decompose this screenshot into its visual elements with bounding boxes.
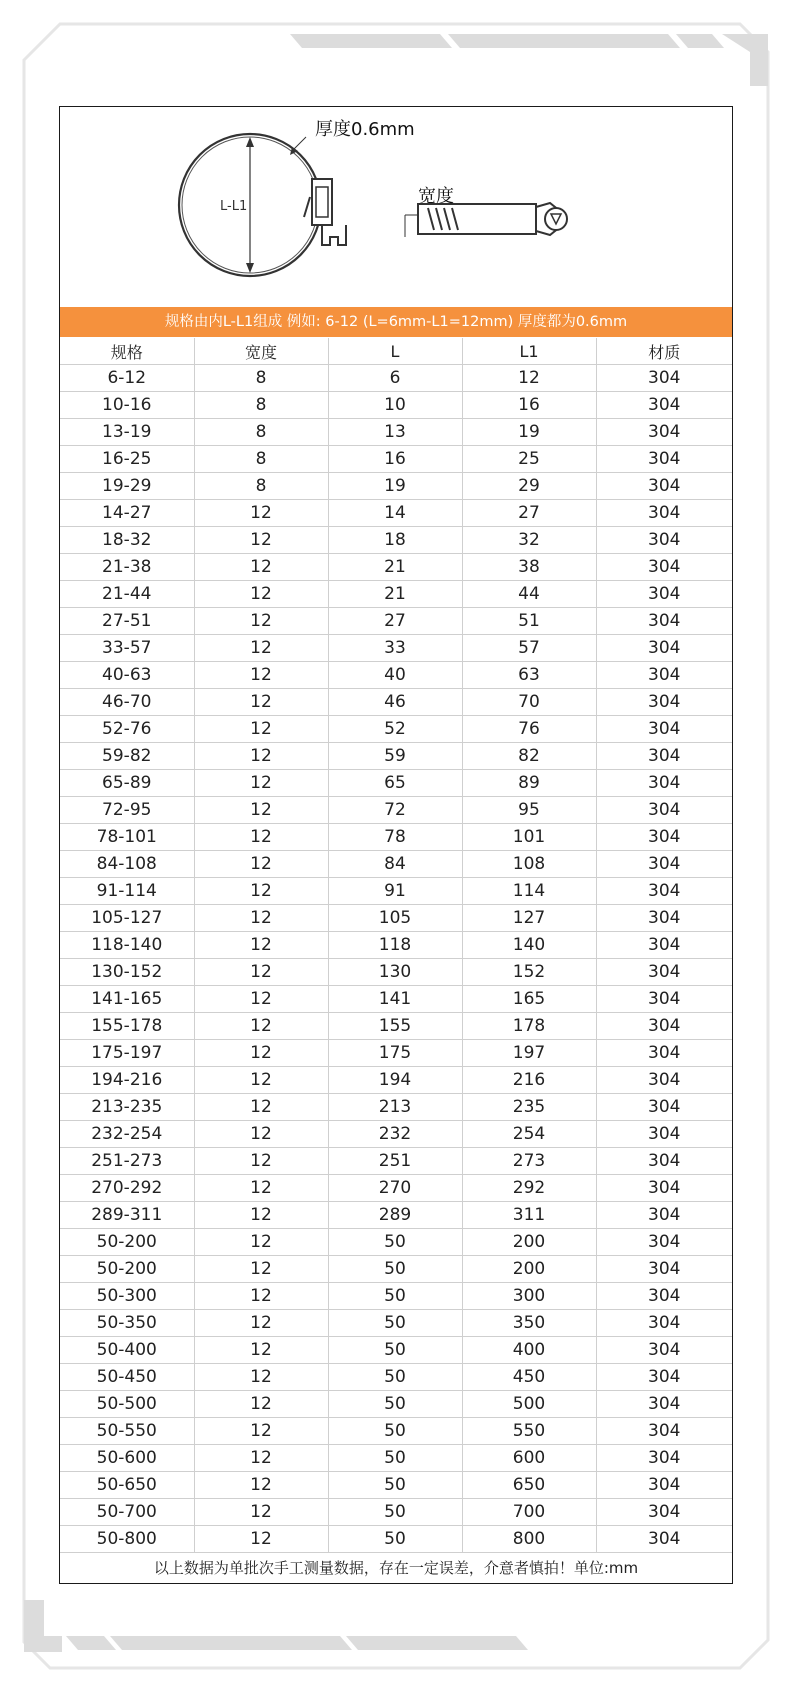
cell-spec: 289-311 bbox=[60, 1202, 194, 1229]
cell-width: 8 bbox=[194, 446, 328, 473]
cell-material: 304 bbox=[596, 1067, 732, 1094]
cell-spec: 50-700 bbox=[60, 1499, 194, 1526]
cell-l1: 600 bbox=[462, 1445, 596, 1472]
width-label: 宽度 bbox=[418, 186, 454, 207]
cell-width: 12 bbox=[194, 932, 328, 959]
cell-l: 50 bbox=[328, 1499, 462, 1526]
cell-spec: 84-108 bbox=[60, 851, 194, 878]
cell-material: 304 bbox=[596, 1013, 732, 1040]
cell-l1: 235 bbox=[462, 1094, 596, 1121]
cell-l1: 114 bbox=[462, 878, 596, 905]
table-row bbox=[60, 1067, 732, 1094]
cell-material: 304 bbox=[596, 392, 732, 419]
cell-material: 304 bbox=[596, 851, 732, 878]
table-row bbox=[60, 1121, 732, 1148]
cell-width: 12 bbox=[194, 1472, 328, 1499]
cell-l: 78 bbox=[328, 824, 462, 851]
table-row bbox=[60, 1283, 732, 1310]
cell-l1: 550 bbox=[462, 1418, 596, 1445]
cell-l: 50 bbox=[328, 1445, 462, 1472]
cell-material: 304 bbox=[596, 365, 732, 392]
cell-material: 304 bbox=[596, 986, 732, 1013]
cell-material: 304 bbox=[596, 959, 732, 986]
cell-spec: 46-70 bbox=[60, 689, 194, 716]
cell-width: 12 bbox=[194, 878, 328, 905]
table-row bbox=[60, 473, 732, 500]
cell-width: 12 bbox=[194, 1526, 328, 1553]
table-row bbox=[60, 635, 732, 662]
cell-spec: 175-197 bbox=[60, 1040, 194, 1067]
table-row bbox=[60, 1337, 732, 1364]
spec-table bbox=[60, 338, 732, 1553]
cell-spec: 50-550 bbox=[60, 1418, 194, 1445]
table-row bbox=[60, 1202, 732, 1229]
cell-l: 40 bbox=[328, 662, 462, 689]
cell-l: 194 bbox=[328, 1067, 462, 1094]
cell-l1: 89 bbox=[462, 770, 596, 797]
cell-l: 13 bbox=[328, 419, 462, 446]
cell-material: 304 bbox=[596, 1310, 732, 1337]
ring-label: L-L1 bbox=[220, 199, 248, 214]
cell-spec: 33-57 bbox=[60, 635, 194, 662]
cell-l: 130 bbox=[328, 959, 462, 986]
cell-width: 12 bbox=[194, 1148, 328, 1175]
cell-material: 304 bbox=[596, 419, 732, 446]
cell-width: 12 bbox=[194, 635, 328, 662]
cell-spec: 52-76 bbox=[60, 716, 194, 743]
header-l: L bbox=[328, 338, 462, 365]
cell-width: 8 bbox=[194, 365, 328, 392]
table-row bbox=[60, 1310, 732, 1337]
cell-material: 304 bbox=[596, 878, 732, 905]
cell-width: 12 bbox=[194, 500, 328, 527]
cell-l: 50 bbox=[328, 1391, 462, 1418]
cell-l1: 127 bbox=[462, 905, 596, 932]
cell-material: 304 bbox=[596, 581, 732, 608]
cell-spec: 10-16 bbox=[60, 392, 194, 419]
cell-l: 251 bbox=[328, 1148, 462, 1175]
cell-material: 304 bbox=[596, 1202, 732, 1229]
cell-width: 12 bbox=[194, 1283, 328, 1310]
cell-spec: 18-32 bbox=[60, 527, 194, 554]
cell-spec: 141-165 bbox=[60, 986, 194, 1013]
cell-width: 12 bbox=[194, 1418, 328, 1445]
clamp-ring-drawing bbox=[179, 134, 346, 276]
table-row bbox=[60, 689, 732, 716]
cell-l: 155 bbox=[328, 1013, 462, 1040]
cell-width: 12 bbox=[194, 1202, 328, 1229]
clamp-side-view-drawing bbox=[405, 203, 567, 237]
cell-l: 141 bbox=[328, 986, 462, 1013]
cell-l1: 16 bbox=[462, 392, 596, 419]
cell-l: 84 bbox=[328, 851, 462, 878]
cell-l: 213 bbox=[328, 1094, 462, 1121]
table-row bbox=[60, 716, 732, 743]
cell-l1: 38 bbox=[462, 554, 596, 581]
cell-width: 12 bbox=[194, 581, 328, 608]
cell-l: 18 bbox=[328, 527, 462, 554]
cell-material: 304 bbox=[596, 1256, 732, 1283]
cell-l: 16 bbox=[328, 446, 462, 473]
cell-l1: 63 bbox=[462, 662, 596, 689]
cell-material: 304 bbox=[596, 1364, 732, 1391]
cell-material: 304 bbox=[596, 1418, 732, 1445]
cell-spec: 59-82 bbox=[60, 743, 194, 770]
cell-width: 12 bbox=[194, 1391, 328, 1418]
table-row bbox=[60, 365, 732, 392]
table-row bbox=[60, 1418, 732, 1445]
cell-l: 232 bbox=[328, 1121, 462, 1148]
cell-width: 12 bbox=[194, 1256, 328, 1283]
cell-width: 12 bbox=[194, 1175, 328, 1202]
cell-material: 304 bbox=[596, 500, 732, 527]
cell-l1: 51 bbox=[462, 608, 596, 635]
cell-width: 12 bbox=[194, 554, 328, 581]
cell-l1: 800 bbox=[462, 1526, 596, 1553]
cell-l1: 101 bbox=[462, 824, 596, 851]
table-row bbox=[60, 554, 732, 581]
table-row bbox=[60, 851, 732, 878]
cell-width: 12 bbox=[194, 1445, 328, 1472]
cell-spec: 50-350 bbox=[60, 1310, 194, 1337]
cell-spec: 194-216 bbox=[60, 1067, 194, 1094]
cell-width: 12 bbox=[194, 770, 328, 797]
cell-spec: 50-600 bbox=[60, 1445, 194, 1472]
cell-l1: 165 bbox=[462, 986, 596, 1013]
table-row bbox=[60, 878, 732, 905]
cell-spec: 270-292 bbox=[60, 1175, 194, 1202]
cell-l: 19 bbox=[328, 473, 462, 500]
cell-spec: 105-127 bbox=[60, 905, 194, 932]
cell-l1: 82 bbox=[462, 743, 596, 770]
table-row bbox=[60, 500, 732, 527]
cell-l: 289 bbox=[328, 1202, 462, 1229]
cell-l: 65 bbox=[328, 770, 462, 797]
table-row bbox=[60, 905, 732, 932]
table-row bbox=[60, 1094, 732, 1121]
cell-width: 12 bbox=[194, 1229, 328, 1256]
cell-material: 304 bbox=[596, 473, 732, 500]
table-row bbox=[60, 581, 732, 608]
table-row bbox=[60, 392, 732, 419]
cell-width: 12 bbox=[194, 1040, 328, 1067]
cell-spec: 21-38 bbox=[60, 554, 194, 581]
table-row bbox=[60, 1148, 732, 1175]
cell-l: 50 bbox=[328, 1283, 462, 1310]
cell-width: 8 bbox=[194, 419, 328, 446]
cell-material: 304 bbox=[596, 1121, 732, 1148]
cell-l1: 216 bbox=[462, 1067, 596, 1094]
table-row bbox=[60, 608, 732, 635]
cell-l1: 76 bbox=[462, 716, 596, 743]
cell-material: 304 bbox=[596, 1391, 732, 1418]
cell-l: 105 bbox=[328, 905, 462, 932]
header-l1: L1 bbox=[462, 338, 596, 365]
table-row bbox=[60, 932, 732, 959]
cell-l1: 500 bbox=[462, 1391, 596, 1418]
cell-width: 12 bbox=[194, 743, 328, 770]
header-material: 材质 bbox=[596, 338, 732, 365]
cell-spec: 27-51 bbox=[60, 608, 194, 635]
spec-table-body bbox=[60, 365, 732, 1553]
cell-material: 304 bbox=[596, 662, 732, 689]
table-row bbox=[60, 1499, 732, 1526]
cell-l: 52 bbox=[328, 716, 462, 743]
cell-l: 59 bbox=[328, 743, 462, 770]
cell-l1: 350 bbox=[462, 1310, 596, 1337]
cell-spec: 130-152 bbox=[60, 959, 194, 986]
table-header-row bbox=[60, 338, 732, 365]
cell-l1: 70 bbox=[462, 689, 596, 716]
cell-material: 304 bbox=[596, 716, 732, 743]
cell-spec: 50-450 bbox=[60, 1364, 194, 1391]
cell-l1: 12 bbox=[462, 365, 596, 392]
cell-l: 33 bbox=[328, 635, 462, 662]
cell-l: 50 bbox=[328, 1526, 462, 1553]
cell-material: 304 bbox=[596, 1337, 732, 1364]
cell-spec: 251-273 bbox=[60, 1148, 194, 1175]
cell-l: 14 bbox=[328, 500, 462, 527]
header-width: 宽度 bbox=[194, 338, 328, 365]
table-row bbox=[60, 527, 732, 554]
cell-material: 304 bbox=[596, 1499, 732, 1526]
cell-width: 8 bbox=[194, 392, 328, 419]
table-row bbox=[60, 1472, 732, 1499]
cell-l1: 27 bbox=[462, 500, 596, 527]
cell-l: 21 bbox=[328, 581, 462, 608]
cell-material: 304 bbox=[596, 905, 732, 932]
cell-spec: 14-27 bbox=[60, 500, 194, 527]
cell-material: 304 bbox=[596, 770, 732, 797]
cell-l1: 19 bbox=[462, 419, 596, 446]
cell-l1: 29 bbox=[462, 473, 596, 500]
cell-l1: 32 bbox=[462, 527, 596, 554]
cell-l1: 200 bbox=[462, 1256, 596, 1283]
cell-l1: 108 bbox=[462, 851, 596, 878]
cell-l: 118 bbox=[328, 932, 462, 959]
cell-width: 12 bbox=[194, 662, 328, 689]
cell-spec: 19-29 bbox=[60, 473, 194, 500]
cell-width: 12 bbox=[194, 1013, 328, 1040]
cell-l1: 197 bbox=[462, 1040, 596, 1067]
cell-material: 304 bbox=[596, 1229, 732, 1256]
cell-spec: 50-300 bbox=[60, 1283, 194, 1310]
cell-spec: 16-25 bbox=[60, 446, 194, 473]
cell-l: 50 bbox=[328, 1337, 462, 1364]
cell-spec: 50-200 bbox=[60, 1256, 194, 1283]
cell-width: 12 bbox=[194, 1310, 328, 1337]
cell-material: 304 bbox=[596, 824, 732, 851]
cell-spec: 72-95 bbox=[60, 797, 194, 824]
cell-l1: 311 bbox=[462, 1202, 596, 1229]
cell-width: 12 bbox=[194, 527, 328, 554]
cell-material: 304 bbox=[596, 932, 732, 959]
cell-l1: 650 bbox=[462, 1472, 596, 1499]
cell-l: 91 bbox=[328, 878, 462, 905]
cell-material: 304 bbox=[596, 635, 732, 662]
cell-l: 27 bbox=[328, 608, 462, 635]
cell-spec: 65-89 bbox=[60, 770, 194, 797]
cell-l: 175 bbox=[328, 1040, 462, 1067]
table-row bbox=[60, 419, 732, 446]
cell-l: 50 bbox=[328, 1418, 462, 1445]
table-row bbox=[60, 446, 732, 473]
cell-width: 12 bbox=[194, 905, 328, 932]
cell-spec: 155-178 bbox=[60, 1013, 194, 1040]
cell-spec: 50-400 bbox=[60, 1337, 194, 1364]
cell-width: 12 bbox=[194, 1499, 328, 1526]
table-row bbox=[60, 1526, 732, 1553]
cell-spec: 21-44 bbox=[60, 581, 194, 608]
cell-spec: 40-63 bbox=[60, 662, 194, 689]
spec-card bbox=[59, 106, 733, 1584]
cell-l1: 25 bbox=[462, 446, 596, 473]
cell-l1: 254 bbox=[462, 1121, 596, 1148]
cell-spec: 91-114 bbox=[60, 878, 194, 905]
cell-l: 6 bbox=[328, 365, 462, 392]
table-row bbox=[60, 824, 732, 851]
cell-material: 304 bbox=[596, 1445, 732, 1472]
cell-spec: 232-254 bbox=[60, 1121, 194, 1148]
cell-material: 304 bbox=[596, 1175, 732, 1202]
cell-width: 12 bbox=[194, 1364, 328, 1391]
cell-l1: 44 bbox=[462, 581, 596, 608]
table-row bbox=[60, 1391, 732, 1418]
cell-spec: 50-800 bbox=[60, 1526, 194, 1553]
cell-l: 50 bbox=[328, 1472, 462, 1499]
cell-spec: 118-140 bbox=[60, 932, 194, 959]
cell-l: 10 bbox=[328, 392, 462, 419]
cell-spec: 13-19 bbox=[60, 419, 194, 446]
cell-material: 304 bbox=[596, 1283, 732, 1310]
cell-width: 12 bbox=[194, 1094, 328, 1121]
cell-material: 304 bbox=[596, 446, 732, 473]
cell-material: 304 bbox=[596, 1040, 732, 1067]
cell-l1: 95 bbox=[462, 797, 596, 824]
table-row bbox=[60, 1364, 732, 1391]
cell-material: 304 bbox=[596, 797, 732, 824]
cell-width: 12 bbox=[194, 716, 328, 743]
cell-l1: 700 bbox=[462, 1499, 596, 1526]
cell-material: 304 bbox=[596, 608, 732, 635]
cell-spec: 78-101 bbox=[60, 824, 194, 851]
cell-l1: 140 bbox=[462, 932, 596, 959]
cell-material: 304 bbox=[596, 1094, 732, 1121]
cell-spec: 50-650 bbox=[60, 1472, 194, 1499]
cell-width: 12 bbox=[194, 959, 328, 986]
cell-l1: 152 bbox=[462, 959, 596, 986]
table-row bbox=[60, 1040, 732, 1067]
table-row bbox=[60, 743, 732, 770]
cell-l: 50 bbox=[328, 1310, 462, 1337]
cell-spec: 50-200 bbox=[60, 1229, 194, 1256]
cell-material: 304 bbox=[596, 554, 732, 581]
footer-note: 以上数据为单批次手工测量数据，存在一定误差，介意者慎拍！单位:mm bbox=[153, 1559, 639, 1577]
table-row bbox=[60, 770, 732, 797]
cell-l1: 57 bbox=[462, 635, 596, 662]
cell-width: 12 bbox=[194, 689, 328, 716]
cell-l1: 292 bbox=[462, 1175, 596, 1202]
table-row bbox=[60, 986, 732, 1013]
cell-l: 21 bbox=[328, 554, 462, 581]
cell-l1: 300 bbox=[462, 1283, 596, 1310]
cell-l: 50 bbox=[328, 1256, 462, 1283]
cell-width: 8 bbox=[194, 473, 328, 500]
cell-width: 12 bbox=[194, 986, 328, 1013]
header-spec: 规格 bbox=[60, 338, 194, 365]
cell-width: 12 bbox=[194, 851, 328, 878]
cell-spec: 6-12 bbox=[60, 365, 194, 392]
cell-l: 50 bbox=[328, 1364, 462, 1391]
cell-material: 304 bbox=[596, 1472, 732, 1499]
cell-material: 304 bbox=[596, 689, 732, 716]
table-row bbox=[60, 1013, 732, 1040]
table-row bbox=[60, 1175, 732, 1202]
cell-width: 12 bbox=[194, 1121, 328, 1148]
cell-l1: 273 bbox=[462, 1148, 596, 1175]
table-row bbox=[60, 797, 732, 824]
cell-width: 12 bbox=[194, 1067, 328, 1094]
cell-l1: 450 bbox=[462, 1364, 596, 1391]
cell-width: 12 bbox=[194, 1337, 328, 1364]
cell-l1: 200 bbox=[462, 1229, 596, 1256]
cell-spec: 50-500 bbox=[60, 1391, 194, 1418]
cell-l: 46 bbox=[328, 689, 462, 716]
spec-banner: 规格由内L-L1组成 例如: 6-12 (L=6mm-L1=12mm) 厚度都为0.6mm bbox=[60, 307, 732, 337]
cell-l: 270 bbox=[328, 1175, 462, 1202]
cell-material: 304 bbox=[596, 743, 732, 770]
cell-l1: 178 bbox=[462, 1013, 596, 1040]
table-row bbox=[60, 662, 732, 689]
cell-width: 12 bbox=[194, 608, 328, 635]
cell-l1: 400 bbox=[462, 1337, 596, 1364]
cell-width: 12 bbox=[194, 797, 328, 824]
cell-material: 304 bbox=[596, 1148, 732, 1175]
table-row bbox=[60, 1229, 732, 1256]
cell-spec: 213-235 bbox=[60, 1094, 194, 1121]
table-row bbox=[60, 1256, 732, 1283]
thickness-label: 厚度0.6mm bbox=[315, 119, 415, 140]
cell-l: 72 bbox=[328, 797, 462, 824]
cell-material: 304 bbox=[596, 527, 732, 554]
cell-material: 304 bbox=[596, 1526, 732, 1553]
table-row bbox=[60, 959, 732, 986]
cell-l: 50 bbox=[328, 1229, 462, 1256]
cell-width: 12 bbox=[194, 824, 328, 851]
table-row bbox=[60, 1445, 732, 1472]
